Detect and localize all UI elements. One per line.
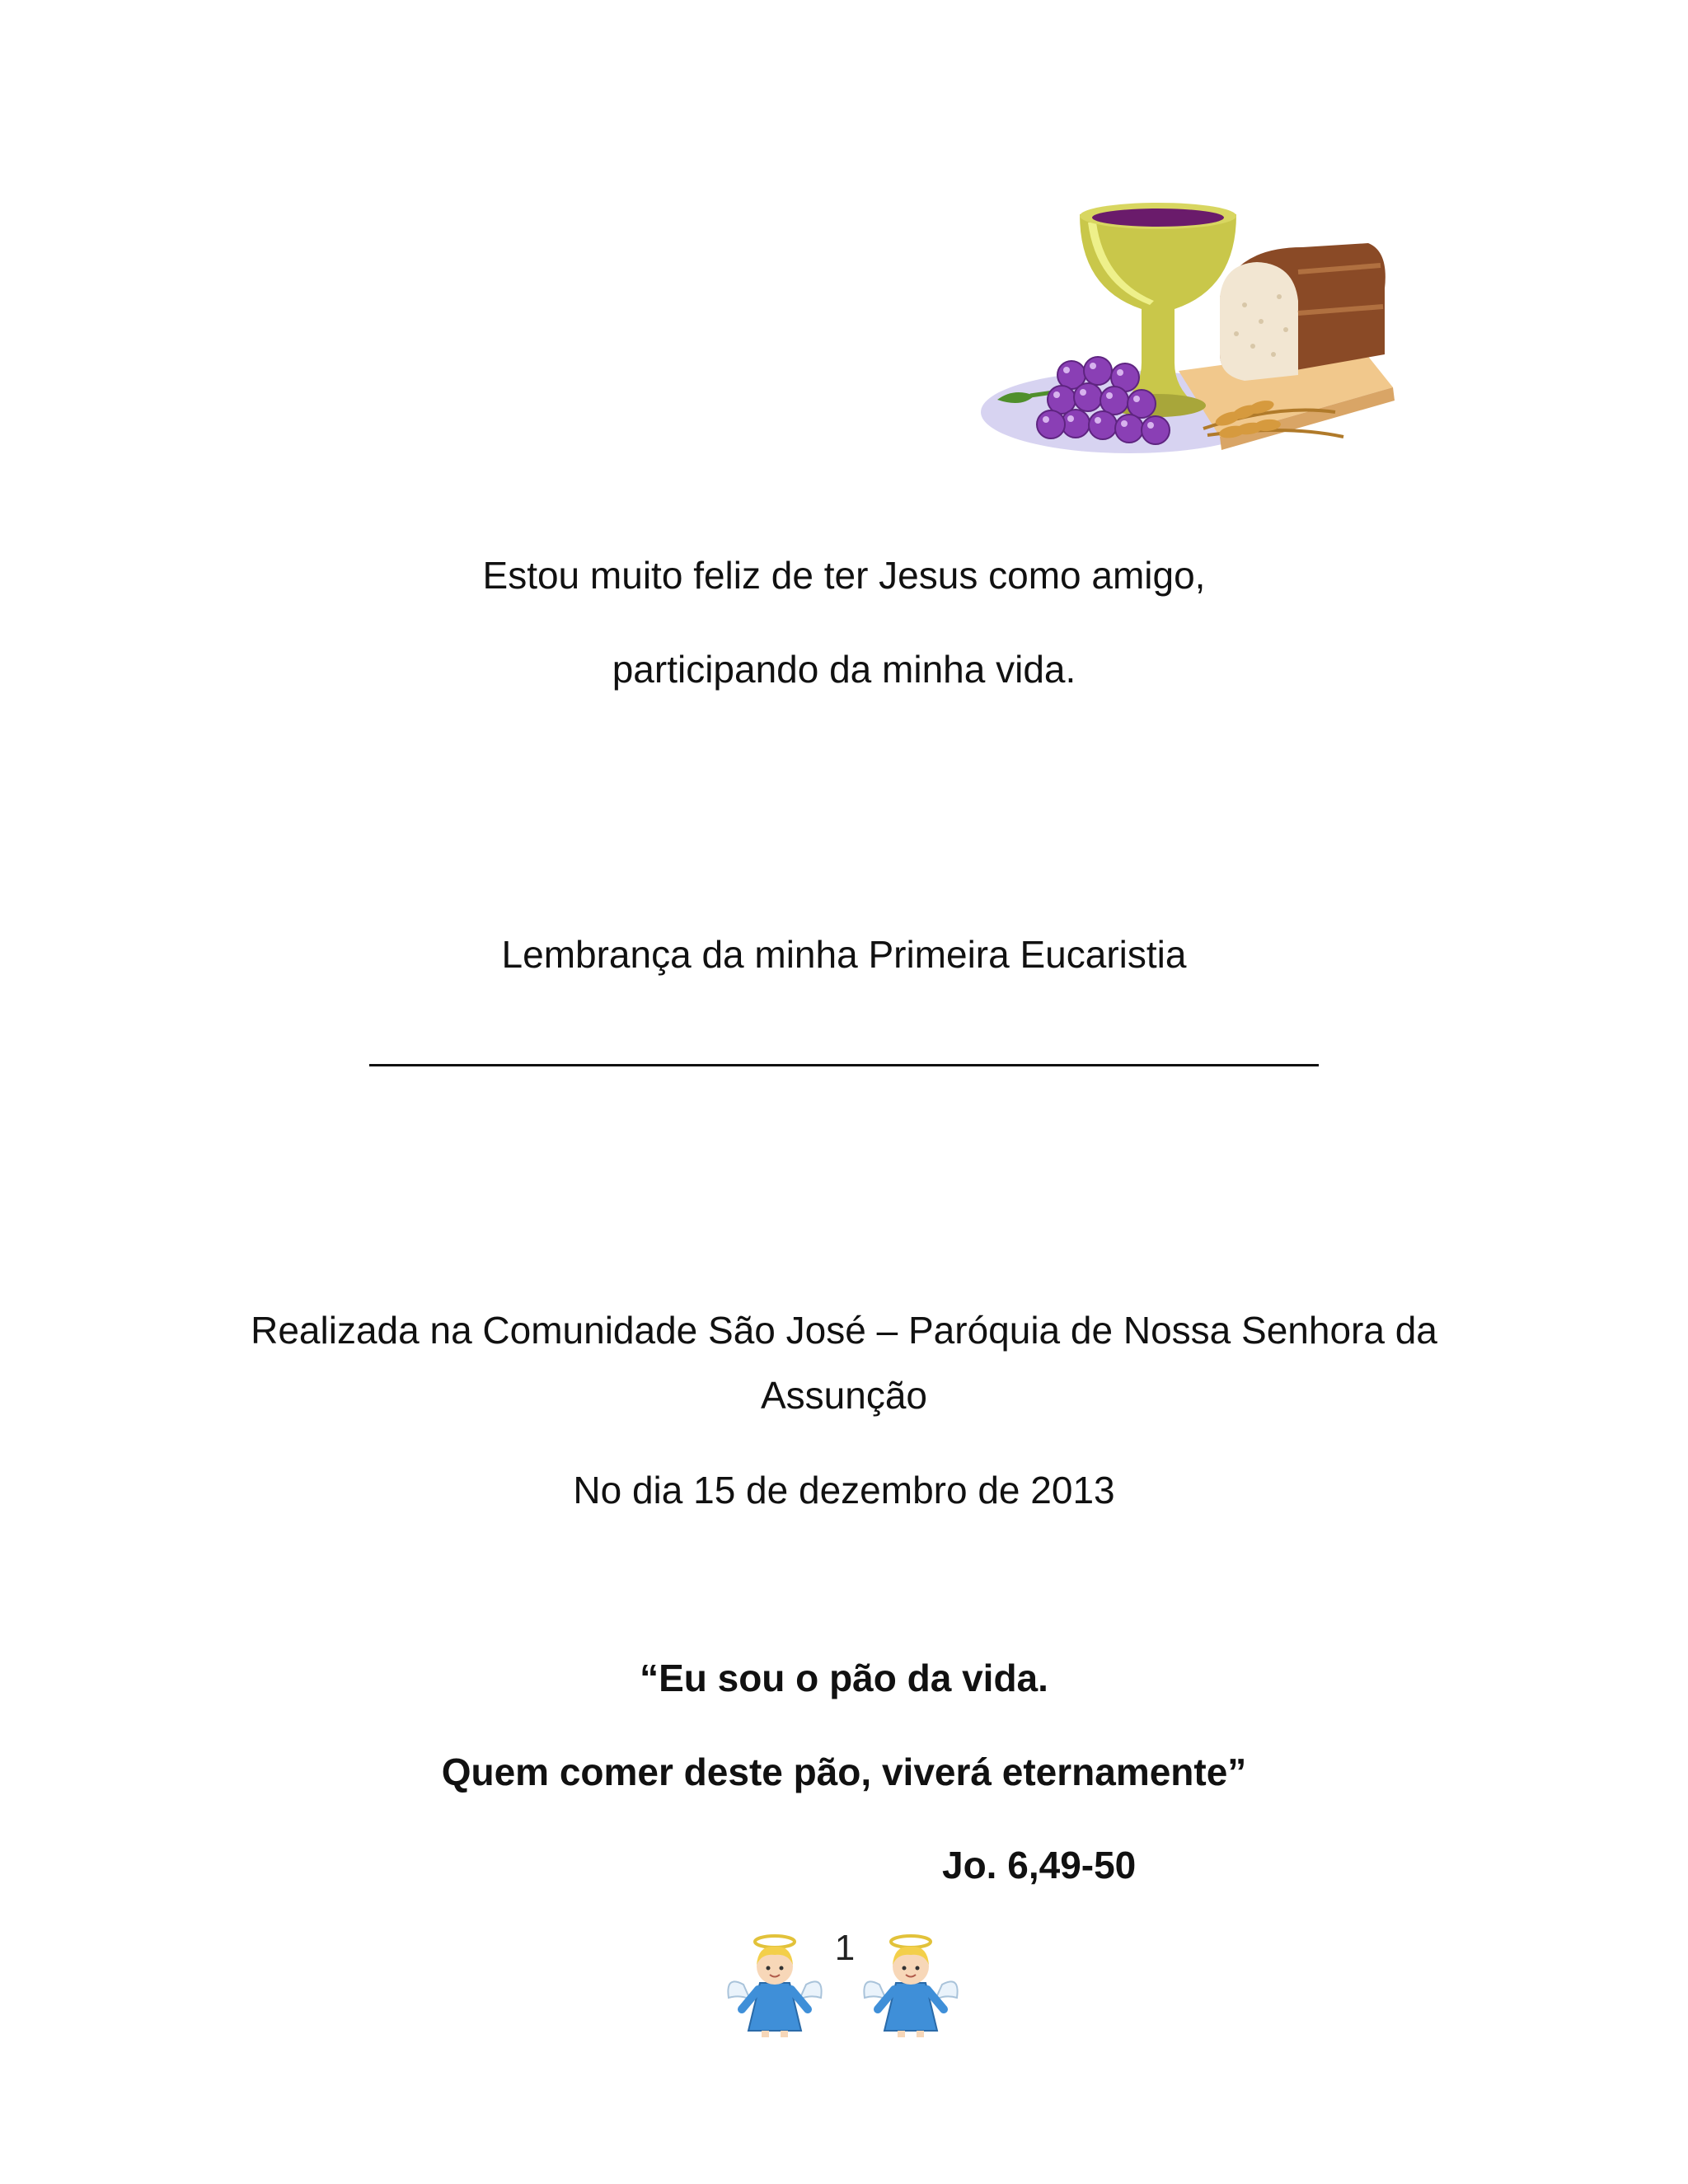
location-line-continued: Assunção (760, 1374, 927, 1417)
quote-line-1: “Eu sou o pão da vida. (640, 1657, 1048, 1699)
page-footer (725, 1927, 964, 2042)
angel-icon (861, 1933, 960, 2041)
date-line: No dia 15 de dezembro de 2013 (573, 1469, 1115, 1511)
location-line: Realizada na Comunidade São José – Paróquia de Nossa Senhora da (251, 1309, 1437, 1352)
chalice-bread-grapes-wheat-icon (973, 198, 1401, 478)
intro-line-1: Estou muito feliz de ter Jesus como amigo, (482, 554, 1206, 597)
quote-citation: Jo. 6,49-50 (942, 1844, 1137, 1886)
quote-line-2: Quem comer deste pão, viverá eternamente” (441, 1750, 1247, 1793)
name-blank-line (369, 1064, 1319, 1066)
angel-icon (725, 1933, 824, 2041)
page-number: 1 (834, 1928, 856, 1968)
intro-line-2: participando da minha vida. (612, 648, 1076, 691)
document-title: Lembrança da minha Primeira Eucaristia (501, 933, 1187, 976)
